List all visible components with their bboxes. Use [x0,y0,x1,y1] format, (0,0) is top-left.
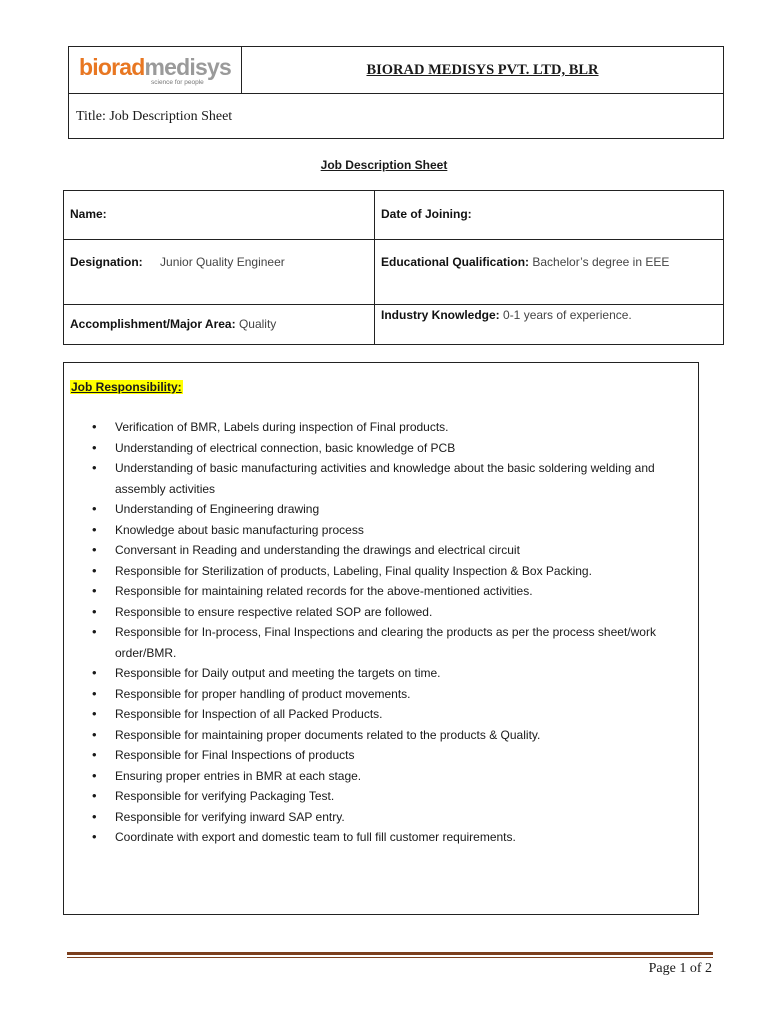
industry-label: Industry Knowledge: [381,308,500,322]
responsibility-item: • Coordinate with export and domestic team to full fill customer requirements. [115,827,694,848]
company-logo [69,47,242,94]
responsibility-item: • Responsible for Sterilization of products, Labeling, Final quality Inspection & Box Packing. [115,561,694,582]
logo-tagline: science for people [151,79,204,86]
page-title: Job Description Sheet [320,158,448,172]
responsibility-item: • Responsible for Inspection of all Packed Products. [115,704,694,725]
responsibility-item: • Responsible for In-process, Final Inspections and clearing the products as per the process sheet/work order/BMR. [115,622,694,663]
name-field [70,207,107,221]
page-number: Page 1 of 2 [648,961,712,976]
table-divider [64,239,723,240]
responsibilities-heading: Job Responsibility: [71,380,182,394]
responsibility-item: • Understanding of basic manufacturing activities and knowledge about the basic soldering welding and assembly activities [115,458,694,499]
education-value: Bachelor’s degree in EEE [532,255,670,269]
document-title: Title: Job Description Sheet [76,109,233,124]
footer-rule-thin [67,957,713,958]
responsibility-item: • Understanding of Engineering drawing [115,499,694,520]
responsibility-item: • Ensuring proper entries in BMR at each stage. [115,766,694,787]
date-of-joining-field [381,207,472,221]
responsibility-item: • Conversant in Reading and understanding the drawings and electrical circuit [115,540,694,561]
education-label: Educational Qualification: [381,255,530,269]
major-area-label: Accomplishment/Major Area: [70,317,236,331]
document-header [68,46,724,139]
responsibility-item: • Responsible to ensure respective related SOP are followed. [115,602,694,623]
footer-rule [67,952,713,955]
job-info-table [63,190,724,345]
responsibility-item: • Responsible for maintaining related records for the above-mentioned activities. [115,581,694,602]
table-divider [64,304,723,305]
responsibility-item: • Verification of BMR, Labels during inspection of Final products. [115,417,694,438]
responsibility-item: • Responsible for Daily output and meeting the targets on time. [115,663,694,684]
company-name: BIORAD MEDISYS PVT. LTD, BLR [366,62,599,78]
industry-knowledge-field [381,308,632,322]
responsibilities-box [63,362,699,915]
responsibility-item: • Understanding of electrical connection, basic knowledge of PCB [115,438,694,459]
major-area-field [70,317,276,331]
responsibility-item: • Knowledge about basic manufacturing process [115,520,694,541]
designation-value: Junior Quality Engineer [160,255,285,269]
industry-value: 0-1 years of experience. [503,308,632,322]
responsibilities-list [64,417,694,848]
header-top-row [69,47,723,94]
logo-wordmark: bioradmedisys [79,54,231,80]
name-label: Name: [70,207,107,221]
designation-label: Designation: [70,255,143,269]
responsibility-item: • Responsible for verifying Packaging Test. [115,786,694,807]
doj-label: Date of Joining: [381,207,472,221]
major-area-value: Quality [238,317,277,331]
education-field [381,255,669,269]
responsibility-item: • Responsible for Final Inspections of products [115,745,694,766]
responsibility-item: • Responsible for proper handling of product movements. [115,684,694,705]
responsibility-item: • Responsible for verifying inward SAP entry. [115,807,694,828]
table-divider [374,191,375,344]
designation-field [70,255,285,269]
responsibility-item: • Responsible for maintaining proper documents related to the products & Quality. [115,725,694,746]
